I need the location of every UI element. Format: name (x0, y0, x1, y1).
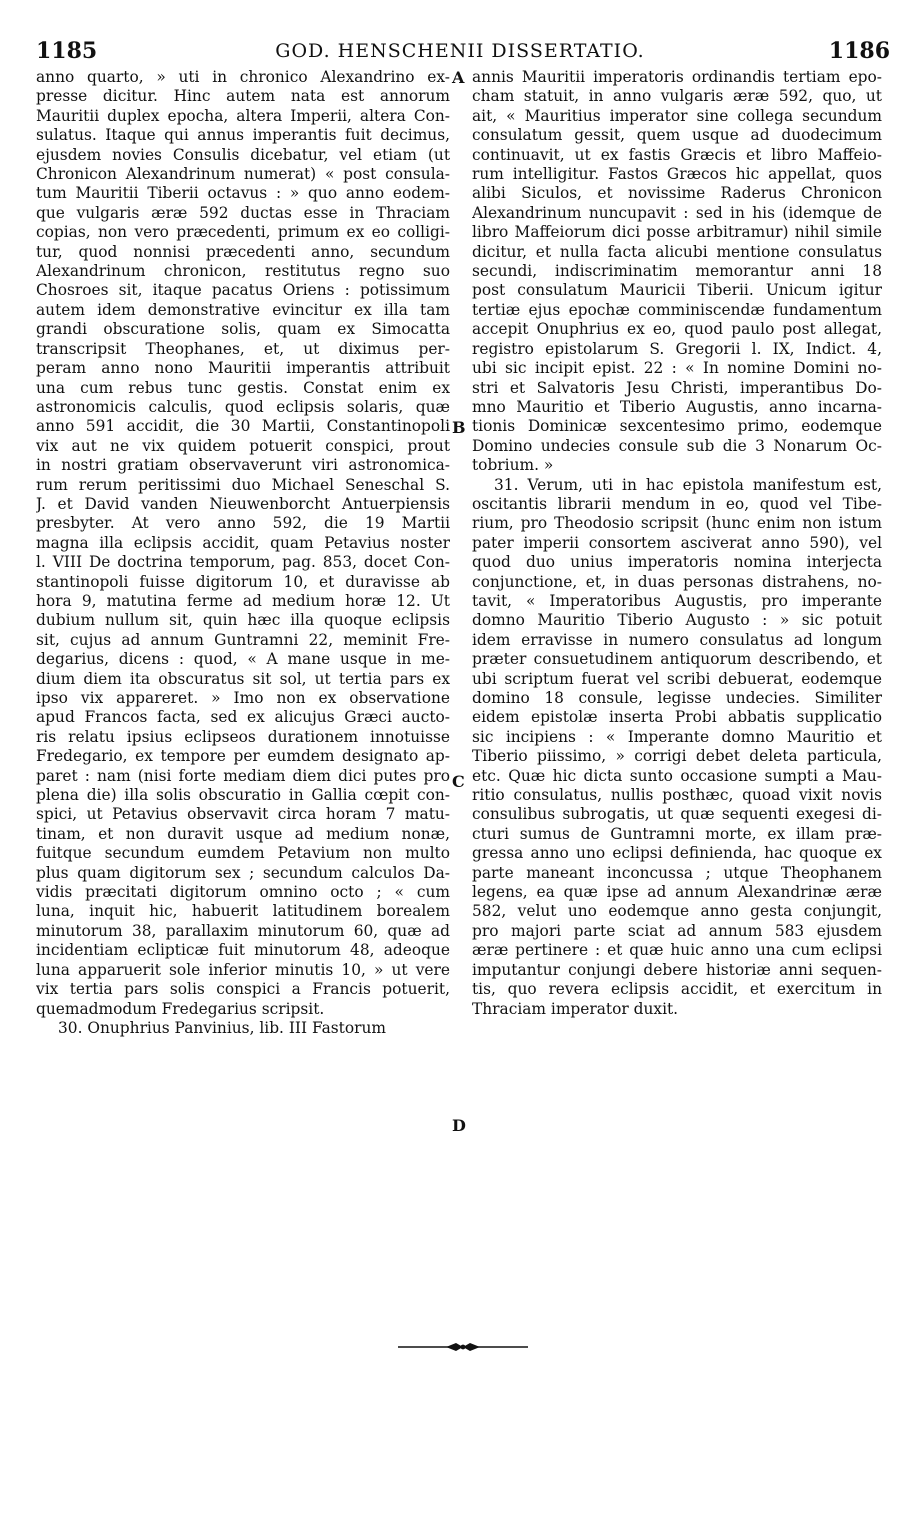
text-line: que vulgaris æræ 592 ductas esse in Thraciam (36, 203, 450, 222)
text-line: conjunctione, et, in duas personas distrahens, no- (472, 572, 882, 591)
text-line: Mauritii duplex epocha, altera Imperii, altera Con- (36, 106, 450, 125)
text-line: mno Mauritio et Tiberio Augustis, anno incarna- (472, 397, 882, 416)
left-text-column (36, 68, 450, 1038)
text-line: eidem epistolæ inserta Probi abbatis supplicatio (472, 708, 882, 727)
text-line: Domino undecies consule sub die 3 Nonarum Oc- (472, 436, 882, 455)
text-line: tavit, « Imperatoribus Augustis, pro imperante (472, 591, 882, 610)
text-line: sulatus. Itaque qui annus imperantis fuit decimus, (36, 126, 450, 145)
text-line: anno 591 accidit, die 30 Martii, Constantinopoli (36, 417, 450, 436)
text-line: una cum rebus tunc gestis. Constat enim ex (36, 378, 450, 397)
text-line: apud Francos facta, sed ex alicujus Græci aucto- (36, 708, 450, 727)
text-line: degarius, dicens : quod, « A mane usque in me- (36, 650, 450, 669)
text-line: legens, ea quæ ipse ad annum Alexandrinæ æræ (472, 883, 882, 902)
text-line: quemadmodum Fredegarius scripsit. (36, 999, 325, 1018)
text-line: æræ pertinere : et quæ huic anno una cum eclipsi (472, 941, 882, 960)
text-line: etc. Quæ hic dicta sunto occasione sumpti a Mau- (472, 766, 882, 785)
text-line: minutorum 38, parallaxim minutorum 60, quæ ad (36, 921, 450, 940)
text-line: plus quam digitorum sex ; secundum calculos Da- (36, 863, 450, 882)
text-line: l. VIII De doctrina temporum, pag. 853, docet Con- (36, 553, 450, 572)
margin-letter-d: D (452, 1116, 466, 1135)
text-line: paret : nam (nisi forte mediam diem dici putes pro (36, 766, 450, 785)
text-line: continuavit, ut ex fastis Græcis et libro Maffeio- (472, 145, 882, 164)
text-line: alibi Siculos, et novissime Raderus Chronicon (472, 184, 882, 203)
text-line: anno quarto, » uti in chronico Alexandrino ex- (36, 68, 450, 86)
text-line: tertiæ ejus epochæ comminiscendæ fundamentum (472, 300, 882, 319)
text-line: annis Mauritii imperatoris ordinandis tertiam epo- (472, 68, 882, 86)
text-line: in nostri gratiam observaverunt viri astronomica- (36, 456, 450, 475)
text-line: tur, quod nonnisi præcedenti anno, secundum (36, 242, 450, 261)
text-line: copias, non vero præcedenti, primum ex eo colligi- (36, 223, 450, 242)
text-line: magna illa eclipsis accidit, quam Petavius noster (36, 533, 450, 552)
right-text-column (472, 68, 882, 1019)
text-line: autem idem demonstrative evincitur ex illa tam (36, 300, 450, 319)
text-line: libro Maffeiorum dici posse arbitramur) nihil simile (472, 223, 882, 242)
text-line: accepit Onuphrius ex eo, quod paulo post allegat, (472, 320, 882, 339)
text-line: Chosroes sit, itaque pacatus Oriens : potissimum (36, 281, 450, 300)
text-line: vix tertia pars solis conspici a Francis potuerit, (36, 980, 450, 999)
text-line: presbyter. At vero anno 592, die 19 Martii (36, 514, 450, 533)
end-ornament (398, 1341, 528, 1353)
text-line: fuitque secundum eumdem Petavium non multo (36, 844, 450, 863)
text-line: stri et Salvatoris Jesu Christi, imperantibus Do- (472, 378, 882, 397)
text-line: 31. Verum, uti in hac epistola manifestum est, (494, 475, 882, 494)
text-line: 582, velut uno eodemque anno gesta conjungit, (472, 902, 882, 921)
text-line: gressa anno uno eclipsi definienda, hac quoque ex (472, 844, 882, 863)
text-line: consulibus subrogatis, ut quæ sequenti exegesi di- (472, 805, 882, 824)
text-line: dium diem ita obscuratus sit sol, ut tertia pars ex (36, 669, 450, 688)
page-number-right: 1186 (828, 38, 890, 64)
text-line: Alexandrinum nuncupavit : sed in his (idemque de (472, 203, 882, 222)
text-line: ubi sic incipit epist. 22 : « In nomine Domini no- (472, 359, 882, 378)
text-line: dubium nullum sit, quin hæc illa quoque eclipsis (36, 611, 450, 630)
text-line: tionis Dominicæ sexcentesimo primo, eodemque (472, 417, 882, 436)
running-title: GOD. HENSCHENII DISSERTATIO. (275, 40, 645, 62)
text-line: Alexandrinum chronicon, restitutus regno suo (36, 262, 450, 281)
text-line: vix aut ne vix quidem potuerit conspici, prout (36, 436, 450, 455)
text-line: spici, ut Petavius observavit circa horam 7 matu- (36, 805, 450, 824)
text-line: domino 18 consule, legisse undecies. Similiter (472, 689, 882, 707)
text-line: cturi sumus de Guntramni morte, ex illam præ- (472, 824, 882, 843)
text-line: idem erravisse in numero consulatus ad longum (472, 630, 882, 649)
text-line: vidis præcitati digitorum omnino octo ; « cum (36, 883, 450, 902)
text-line: tum Mauritii Tiberii octavus : » quo anno eodem- (36, 184, 450, 203)
text-line: rum rerum peritissimi duo Michael Seneschal S. (36, 475, 450, 494)
text-line: transcripsit Theophanes, et, ut diximus per- (36, 339, 450, 358)
text-line: luna, inquit hic, habuerit latitudinem borealem (36, 902, 450, 921)
text-line: post consulatum Mauricii Tiberii. Unicum igitur (472, 281, 882, 300)
text-line: ejusdem novies Consulis dicebatur, vel etiam (ut (36, 145, 450, 164)
text-line: ipso vix appareret. » Imo non ex observatione (36, 689, 450, 707)
text-line: ait, « Mauritius imperator sine collega secundum (472, 106, 882, 125)
text-line: ubi scriptum fuerat vel scribi debuerat, eodemque (472, 669, 882, 688)
text-line: tobrium. » (472, 456, 554, 475)
text-line: peram anno nono Mauritii imperantis attribuit (36, 359, 450, 378)
text-line: Fredegario, ex tempore per eumdem designato ap- (36, 747, 450, 766)
text-line: astronomicis calculis, quod eclipsis solaris, quæ (36, 397, 450, 416)
text-line: pater imperii consortem asciverat anno 590), vel (472, 533, 882, 552)
running-header (30, 38, 890, 66)
text-line: pro majori parte sciat ad annum 583 ejusdem (472, 921, 882, 940)
text-line: ritio consulatus, nullis posthæc, quoad vixit novis (472, 786, 882, 805)
text-line: consulatum gessit, quem usque ad duodecimum (472, 126, 882, 145)
text-line: rium, pro Theodosio scripsit (hunc enim non istum (472, 514, 882, 533)
text-line: sit, cujus ad annum Guntramni 22, meminit Fre- (36, 630, 450, 649)
page-number-left: 1185 (36, 38, 98, 64)
text-line: hora 9, matutina ferme ad medium horæ 12. Ut (36, 591, 450, 610)
text-line: tis, quo revera eclipsis accidit, et exercitum in (472, 980, 882, 999)
text-line: luna apparuerit sole inferior minutis 10, » ut vere (36, 960, 450, 979)
text-line: secundi, indiscriminatim memorantur anni 18 (472, 262, 882, 281)
text-line: oscitantis librarii mendum in eo, quod vel Tibe- (472, 494, 882, 513)
margin-letter-a: A (452, 68, 465, 87)
text-line: registro epistolarum S. Gregorii l. IX, Indict. 4, (472, 339, 882, 358)
text-line: ris relatu ipsius eclipseos durationem innotuisse (36, 727, 450, 746)
margin-letter-c: C (452, 772, 465, 791)
text-line: sic incipiens : « Imperante domno Mauritio et (472, 727, 882, 746)
text-line: Chronicon Alexandrinum numerat) « post consula- (36, 165, 450, 184)
text-line: imputantur conjungi debere historiæ anni sequen- (472, 960, 882, 979)
text-line: rum intelligitur. Fastos Græcos hic appellat, quos (472, 165, 882, 184)
text-line: parte maneant inconcussa ; utque Theophanem (472, 863, 882, 882)
text-line: tinam, et non duravit usque ad medium nonæ, (36, 824, 450, 843)
margin-letter-b: B (452, 418, 466, 437)
text-line: cham statuit, in anno vulgaris æræ 592, quo, ut (472, 87, 882, 106)
text-line: dicitur, et nulla facta alicubi mentione consulatus (472, 242, 882, 261)
text-line: Thraciam imperator duxit. (472, 999, 679, 1018)
text-line: J. et David vanden Nieuwenborcht Antuerpiensis (36, 494, 450, 513)
text-line: domno Mauritio Tiberio Augusto : » sic potuit (472, 611, 882, 630)
text-line: stantinopoli fuisse digitorum 10, et duravisse ab (36, 572, 450, 591)
text-line: incidentiam eclipticæ fuit minutorum 48, adeoque (36, 941, 450, 960)
text-line: presse dicitur. Hinc autem nata est annorum (36, 87, 450, 106)
text-line: quod duo unius imperatoris nomina interjecta (472, 553, 882, 572)
text-line: grandi obscuratione solis, quam ex Simocatta (36, 320, 450, 339)
text-line: præter consuetudinem antiquorum describendo, et (472, 650, 882, 669)
text-line: Tiberio piissimo, » corrigi debet deleta particula, (472, 747, 882, 766)
text-line: 30. Onuphrius Panvinius, lib. III Fastorum (58, 1018, 386, 1037)
text-line: plena die) illa solis obscuratio in Gallia cœpit con- (36, 786, 450, 805)
